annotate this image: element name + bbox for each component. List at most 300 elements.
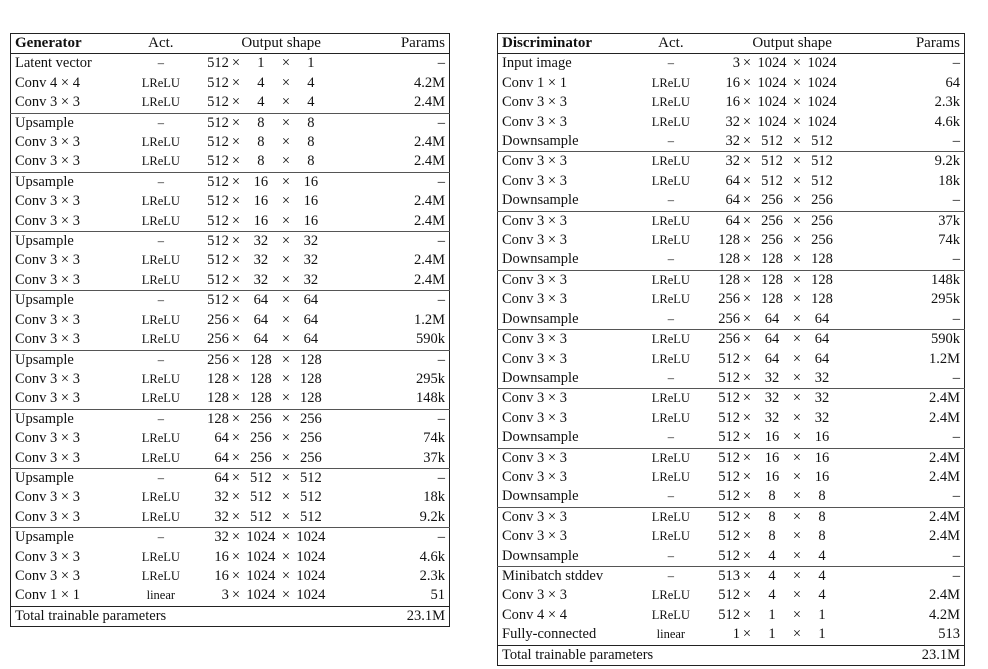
- times-symbol: ×: [281, 548, 290, 565]
- activation: –: [667, 252, 674, 267]
- shape-dim: 128: [250, 370, 272, 387]
- activation: LReLU: [141, 213, 180, 228]
- shape-dims: [197, 212, 329, 231]
- layer-name: Conv 3 × 3: [15, 508, 80, 525]
- table-row: [498, 74, 965, 93]
- shape-dim: 512: [718, 390, 740, 407]
- times-symbol: ×: [792, 528, 802, 545]
- shape-dim: 512: [207, 193, 229, 210]
- times-symbol: ×: [231, 370, 240, 387]
- times-symbol: ×: [792, 547, 802, 564]
- table-row: [11, 468, 450, 488]
- activation: LReLU: [651, 509, 690, 524]
- output-shape: [193, 370, 369, 389]
- activation: –: [667, 56, 674, 71]
- shape-dim: 256: [718, 310, 740, 327]
- times-symbol: ×: [231, 193, 240, 210]
- param-count: 295k: [416, 370, 445, 387]
- shape-dim: 64: [764, 350, 780, 367]
- shape-dims: [197, 449, 329, 468]
- shape-dims: [197, 54, 329, 73]
- shape-dim: 32: [764, 390, 780, 407]
- output-shape: [193, 389, 369, 409]
- shape-dim: 512: [207, 134, 229, 151]
- shape-dims: [197, 152, 329, 171]
- output-shape: [193, 488, 369, 507]
- table-row: [498, 389, 965, 409]
- activation: LReLU: [651, 292, 690, 307]
- shape-dim: 256: [811, 192, 833, 209]
- times-symbol: ×: [231, 469, 240, 486]
- shape-dims: [197, 370, 329, 389]
- shape-dims: [708, 625, 840, 644]
- output-shape: [193, 232, 369, 252]
- activation: LReLU: [141, 549, 180, 564]
- times-symbol: ×: [742, 133, 752, 150]
- table-row: [498, 191, 965, 211]
- activation: LReLU: [141, 272, 180, 287]
- shape-dim: 1024: [246, 529, 276, 546]
- header-params: Params: [400, 35, 445, 51]
- activation: LReLU: [651, 607, 690, 622]
- layer-name: Downsample: [502, 192, 579, 209]
- times-symbol: ×: [792, 94, 802, 111]
- times-symbol: ×: [792, 232, 802, 249]
- table-row: [11, 311, 450, 330]
- times-symbol: ×: [281, 233, 290, 250]
- activation: –: [157, 470, 164, 485]
- shape-dim: 64: [253, 331, 269, 348]
- shape-dim: 16: [725, 94, 740, 111]
- times-symbol: ×: [281, 94, 290, 111]
- layer-name: Conv 3 × 3: [502, 449, 567, 466]
- shape-dim: 16: [253, 173, 269, 190]
- param-count: –: [952, 369, 960, 386]
- times-symbol: ×: [792, 113, 802, 130]
- table-row: [11, 370, 450, 389]
- times-symbol: ×: [792, 251, 802, 268]
- shape-dim: 1024: [807, 55, 837, 72]
- shape-dims: [197, 291, 329, 310]
- table-row: [498, 231, 965, 250]
- shape-dim: 32: [725, 133, 740, 150]
- times-symbol: ×: [281, 567, 290, 584]
- times-symbol: ×: [742, 390, 752, 407]
- shape-dim: 1: [818, 626, 826, 643]
- shape-dim: 512: [811, 133, 833, 150]
- times-symbol: ×: [742, 587, 752, 604]
- table-row: [11, 449, 450, 469]
- shape-dims: [708, 310, 840, 329]
- param-count: –: [437, 114, 445, 131]
- times-symbol: ×: [742, 369, 752, 386]
- shape-dim: 8: [257, 114, 265, 131]
- shape-dims: [197, 93, 329, 112]
- shape-dims: [708, 54, 840, 73]
- shape-dim: 1024: [807, 74, 837, 91]
- param-count: 4.2M: [928, 606, 960, 623]
- activation: –: [157, 293, 164, 308]
- total-label: Total trainable parameters: [502, 646, 654, 663]
- param-count: –: [952, 310, 960, 327]
- shape-dim: 512: [811, 153, 833, 170]
- shape-dim: 256: [811, 232, 833, 249]
- layer-name: Upsample: [15, 469, 74, 486]
- output-shape: [193, 449, 369, 469]
- activation: LReLU: [651, 450, 690, 465]
- shape-dims: [708, 132, 840, 151]
- output-shape: [193, 311, 369, 330]
- param-count: 2.3k: [934, 94, 960, 111]
- shape-dim: 16: [303, 173, 319, 190]
- times-symbol: ×: [281, 508, 290, 525]
- times-symbol: ×: [281, 292, 290, 309]
- output-shape: [704, 606, 880, 625]
- table-row: [11, 291, 450, 311]
- layer-name: Upsample: [15, 351, 74, 368]
- shape-dim: 8: [768, 508, 776, 525]
- times-symbol: ×: [231, 587, 240, 604]
- param-count: –: [952, 567, 960, 584]
- shape-dim: 4: [768, 587, 776, 604]
- layer-name: Conv 3 × 3: [502, 291, 567, 308]
- output-shape: [704, 448, 880, 468]
- shape-dim: 128: [300, 351, 322, 368]
- shape-dim: 1024: [757, 94, 787, 111]
- times-symbol: ×: [742, 94, 752, 111]
- layer-name: Conv 3 × 3: [502, 528, 567, 545]
- shape-dim: 16: [214, 548, 229, 565]
- layer-name: Upsample: [15, 114, 74, 131]
- times-symbol: ×: [281, 193, 290, 210]
- times-symbol: ×: [742, 508, 752, 525]
- shape-dim: 1024: [757, 113, 787, 130]
- shape-dim: 16: [214, 567, 229, 584]
- times-symbol: ×: [281, 390, 290, 407]
- shape-dim: 1024: [296, 567, 326, 584]
- times-symbol: ×: [281, 370, 290, 387]
- table-row: [498, 507, 965, 527]
- param-count: 74k: [938, 232, 960, 249]
- layer-name: Conv 3 × 3: [502, 508, 567, 525]
- discriminator-body: [498, 54, 965, 666]
- times-symbol: ×: [231, 390, 240, 407]
- output-shape: [704, 310, 880, 330]
- layer-name: Conv 3 × 3: [502, 390, 567, 407]
- output-shape: [704, 172, 880, 191]
- shape-dims: [197, 192, 329, 211]
- shape-dim: 32: [253, 271, 269, 288]
- shape-dims: [197, 528, 329, 547]
- shape-dim: 4: [307, 94, 315, 111]
- shape-dims: [708, 527, 840, 546]
- shape-dim: 512: [761, 133, 783, 150]
- times-symbol: ×: [281, 469, 290, 486]
- activation: –: [157, 530, 164, 545]
- shape-dims: [197, 389, 329, 408]
- activation: –: [157, 174, 164, 189]
- times-symbol: ×: [231, 271, 240, 288]
- activation: LReLU: [141, 391, 180, 406]
- layer-name: Conv 3 × 3: [502, 350, 567, 367]
- param-count: 2.4M: [928, 449, 960, 466]
- layer-name: Conv 1 × 1: [502, 74, 567, 91]
- shape-dim: 512: [207, 252, 229, 269]
- activation: linear: [656, 627, 686, 642]
- shape-dim: 512: [207, 153, 229, 170]
- output-shape: [704, 250, 880, 270]
- param-count: –: [437, 173, 445, 190]
- shape-dim: 1024: [757, 55, 787, 72]
- shape-dim: 8: [818, 508, 826, 525]
- table-row: [11, 429, 450, 448]
- shape-dim: 128: [761, 291, 783, 308]
- header-discriminator: Discriminator: [502, 35, 592, 51]
- shape-dims: [708, 547, 840, 566]
- layer-name: Conv 4 × 4: [502, 606, 567, 623]
- output-shape: [704, 93, 880, 112]
- param-count: –: [952, 133, 960, 150]
- shape-dims: [708, 606, 840, 625]
- shape-dims: [197, 488, 329, 507]
- shape-dims: [197, 586, 329, 605]
- shape-dim: 32: [303, 271, 319, 288]
- shape-dim: 128: [250, 390, 272, 407]
- shape-dims: [708, 487, 840, 506]
- times-symbol: ×: [231, 430, 240, 447]
- activation: LReLU: [651, 588, 690, 603]
- output-shape: [704, 231, 880, 250]
- shape-dim: 256: [761, 192, 783, 209]
- param-count: 2.4M: [413, 193, 445, 210]
- shape-dims: [708, 172, 840, 191]
- activation: –: [667, 430, 674, 445]
- output-shape: [193, 429, 369, 448]
- shape-dim: 8: [257, 134, 265, 151]
- shape-dims: [197, 351, 329, 370]
- shape-dim: 32: [253, 233, 269, 250]
- total-value: 23.1M: [406, 607, 445, 624]
- param-count: 4.6k: [419, 548, 445, 565]
- shape-dim: 256: [250, 410, 272, 427]
- times-symbol: ×: [742, 74, 752, 91]
- param-count: –: [437, 529, 445, 546]
- shape-dim: 128: [761, 271, 783, 288]
- activation: LReLU: [651, 95, 690, 110]
- layer-name: Conv 3 × 3: [15, 390, 80, 407]
- param-count: –: [952, 55, 960, 72]
- times-symbol: ×: [792, 192, 802, 209]
- param-count: –: [437, 292, 445, 309]
- output-shape: [193, 468, 369, 488]
- shape-dim: 256: [300, 449, 322, 466]
- discriminator-table: [497, 33, 965, 666]
- shape-dims: [708, 468, 840, 487]
- layer-name: Conv 3 × 3: [502, 232, 567, 249]
- table-row: [498, 290, 965, 309]
- times-symbol: ×: [281, 114, 290, 131]
- shape-dim: 64: [214, 449, 229, 466]
- output-shape: [193, 528, 369, 548]
- shape-dim: 513: [718, 567, 740, 584]
- times-symbol: ×: [792, 271, 802, 288]
- shape-dim: 512: [250, 469, 272, 486]
- activation: –: [157, 352, 164, 367]
- shape-dim: 512: [718, 488, 740, 505]
- layer-name: Upsample: [15, 292, 74, 309]
- shape-dim: 128: [718, 232, 740, 249]
- shape-dim: 32: [814, 390, 830, 407]
- times-symbol: ×: [792, 429, 802, 446]
- param-count: 148k: [931, 271, 960, 288]
- layer-name: Downsample: [502, 133, 579, 150]
- shape-dims: [708, 369, 840, 388]
- shape-dims: [197, 271, 329, 290]
- activation: LReLU: [651, 154, 690, 169]
- shape-dim: 512: [718, 350, 740, 367]
- shape-dim: 128: [300, 390, 322, 407]
- param-count: 2.4M: [413, 94, 445, 111]
- shape-dim: 1: [768, 606, 776, 623]
- shape-dim: 256: [761, 232, 783, 249]
- shape-dims: [708, 231, 840, 250]
- output-shape: [193, 74, 369, 93]
- param-count: 4.2M: [413, 74, 445, 91]
- times-symbol: ×: [792, 369, 802, 386]
- shape-dim: 1024: [246, 548, 276, 565]
- header-act: Act.: [148, 35, 174, 51]
- times-symbol: ×: [742, 547, 752, 564]
- shape-dim: 1024: [807, 113, 837, 130]
- activation: LReLU: [141, 135, 180, 150]
- shape-dim: 512: [761, 172, 783, 189]
- shape-dims: [197, 330, 329, 349]
- layer-name: Upsample: [15, 173, 74, 190]
- shape-dims: [708, 567, 840, 586]
- output-shape: [193, 251, 369, 270]
- shape-dim: 8: [257, 153, 265, 170]
- output-shape: [193, 93, 369, 113]
- times-symbol: ×: [742, 606, 752, 623]
- table-row: [498, 93, 965, 112]
- times-symbol: ×: [231, 94, 240, 111]
- shape-dim: 512: [761, 153, 783, 170]
- output-shape: [704, 54, 880, 74]
- shape-dim: 64: [214, 469, 229, 486]
- table-row: [11, 488, 450, 507]
- times-symbol: ×: [231, 311, 240, 328]
- shape-dim: 512: [207, 173, 229, 190]
- shape-dim: 64: [725, 172, 740, 189]
- param-count: 2.4M: [413, 134, 445, 151]
- times-symbol: ×: [792, 350, 802, 367]
- activation: LReLU: [651, 114, 690, 129]
- times-symbol: ×: [281, 311, 290, 328]
- times-symbol: ×: [231, 331, 240, 348]
- layer-name: Conv 3 × 3: [15, 548, 80, 565]
- shape-dim: 1024: [296, 548, 326, 565]
- shape-dim: 16: [764, 449, 780, 466]
- shape-dim: 8: [307, 134, 315, 151]
- shape-dim: 4: [818, 587, 826, 604]
- output-shape: [704, 270, 880, 290]
- times-symbol: ×: [231, 114, 240, 131]
- shape-dim: 512: [207, 74, 229, 91]
- param-count: 51: [430, 587, 445, 604]
- layer-name: Conv 3 × 3: [502, 331, 567, 348]
- param-count: 2.3k: [419, 567, 445, 584]
- times-symbol: ×: [231, 508, 240, 525]
- shape-dim: 1024: [296, 587, 326, 604]
- shape-dim: 32: [814, 369, 830, 386]
- shape-dim: 1: [768, 626, 776, 643]
- generator-body: [11, 54, 450, 627]
- param-count: –: [952, 251, 960, 268]
- shape-dim: 512: [811, 172, 833, 189]
- times-symbol: ×: [792, 212, 802, 229]
- layer-name: Conv 3 × 3: [15, 252, 80, 269]
- shape-dim: 16: [814, 468, 830, 485]
- shape-dim: 512: [207, 55, 229, 72]
- output-shape: [704, 468, 880, 487]
- shape-dims: [708, 428, 840, 447]
- output-shape: [704, 211, 880, 231]
- shape-dims: [708, 508, 840, 527]
- activation: LReLU: [651, 233, 690, 248]
- table-row: [11, 113, 450, 133]
- table-row: [498, 310, 965, 330]
- table-row: [498, 132, 965, 152]
- shape-dims: [708, 212, 840, 231]
- shape-dim: 64: [764, 310, 780, 327]
- layer-name: Conv 3 × 3: [15, 489, 80, 506]
- shape-dim: 32: [214, 489, 229, 506]
- header-output-shape: Output shape: [752, 35, 832, 51]
- output-shape: [193, 586, 369, 606]
- times-symbol: ×: [231, 55, 240, 72]
- param-count: –: [437, 469, 445, 486]
- shape-dims: [708, 152, 840, 171]
- shape-dim: 32: [814, 409, 830, 426]
- shape-dims: [708, 586, 840, 605]
- table-row: [11, 528, 450, 548]
- shape-dims: [708, 290, 840, 309]
- output-shape: [704, 527, 880, 546]
- shape-dim: 128: [761, 251, 783, 268]
- param-count: 2.4M: [413, 153, 445, 170]
- times-symbol: ×: [231, 449, 240, 466]
- table-row: [498, 448, 965, 468]
- shape-dim: 512: [207, 271, 229, 288]
- layer-name: Conv 3 × 3: [15, 134, 80, 151]
- table-row: [11, 74, 450, 93]
- shape-dim: 128: [811, 271, 833, 288]
- activation: LReLU: [651, 272, 690, 287]
- output-shape: [704, 152, 880, 172]
- generator-table: [10, 33, 450, 627]
- table-row: [498, 625, 965, 645]
- table-row: [498, 211, 965, 231]
- shape-dim: 512: [207, 114, 229, 131]
- shape-dim: 16: [253, 193, 269, 210]
- shape-dim: 256: [207, 311, 229, 328]
- shape-dim: 32: [214, 529, 229, 546]
- output-shape: [193, 350, 369, 370]
- param-count: 18k: [423, 489, 445, 506]
- param-count: 2.4M: [928, 587, 960, 604]
- table-row: [498, 409, 965, 428]
- table-row: [498, 566, 965, 586]
